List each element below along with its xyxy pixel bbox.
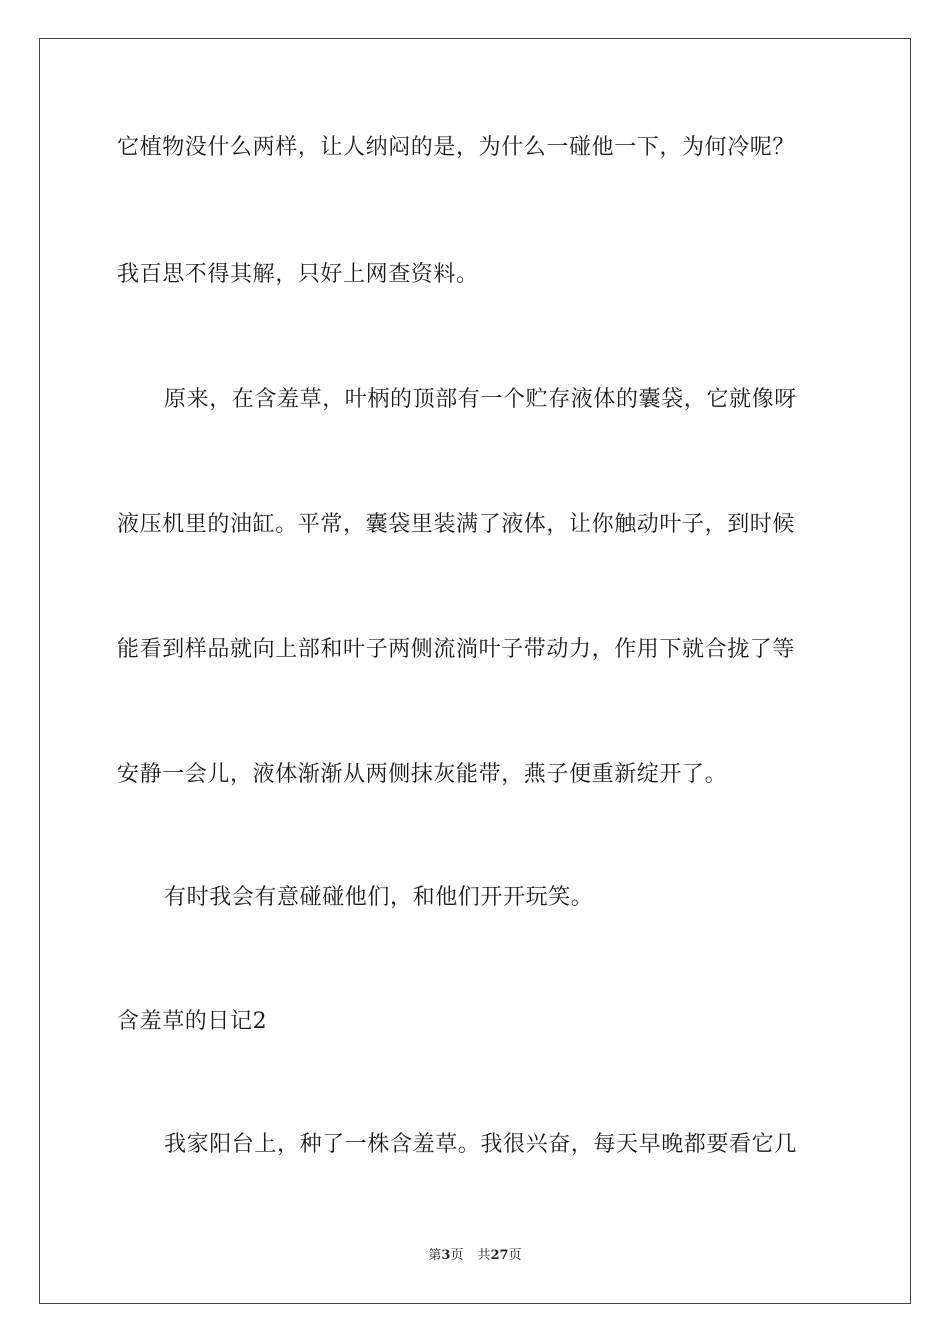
paragraph-start-line-3: 原来，在含羞草，叶柄的顶部有一个贮存液体的囊袋，它就像呀 bbox=[164, 387, 797, 412]
total-suffix: 页 bbox=[508, 1248, 522, 1263]
total-pages: 27 bbox=[490, 1248, 509, 1263]
page-footer bbox=[0, 1247, 950, 1265]
page-suffix: 页 bbox=[450, 1248, 464, 1263]
text-line-2: 我百思不得其解，只好上网查资料。 bbox=[117, 262, 479, 287]
total-prefix: 共 bbox=[477, 1248, 491, 1263]
text-line-6: 安静一会儿，液体渐渐从两侧抹灰能带，燕子便重新绽开了。 bbox=[117, 762, 728, 787]
paragraph-start-line-9: 我家阳台上，种了一株含羞草。我很兴奋，每天早晚都要看它几 bbox=[164, 1132, 797, 1157]
text-line-5: 能看到样品就向上部和叶子两侧流淌叶子带动力，作用下就合拢了等 bbox=[117, 637, 796, 662]
paragraph-start-line-7: 有时我会有意碰碰他们，和他们开开玩笑。 bbox=[164, 885, 594, 910]
page-prefix: 第 bbox=[428, 1248, 442, 1263]
page-border bbox=[39, 38, 911, 1304]
page-number: 3 bbox=[441, 1248, 451, 1263]
text-line-1: 它植物没什么两样，让人纳闷的是，为什么一碰他一下，为何冷呢？ bbox=[117, 135, 796, 160]
text-line-4: 液压机里的油缸。平常，囊袋里装满了液体，让你触动叶子，到时候 bbox=[117, 512, 796, 537]
section-heading: 含羞草的日记2 bbox=[117, 1009, 268, 1034]
